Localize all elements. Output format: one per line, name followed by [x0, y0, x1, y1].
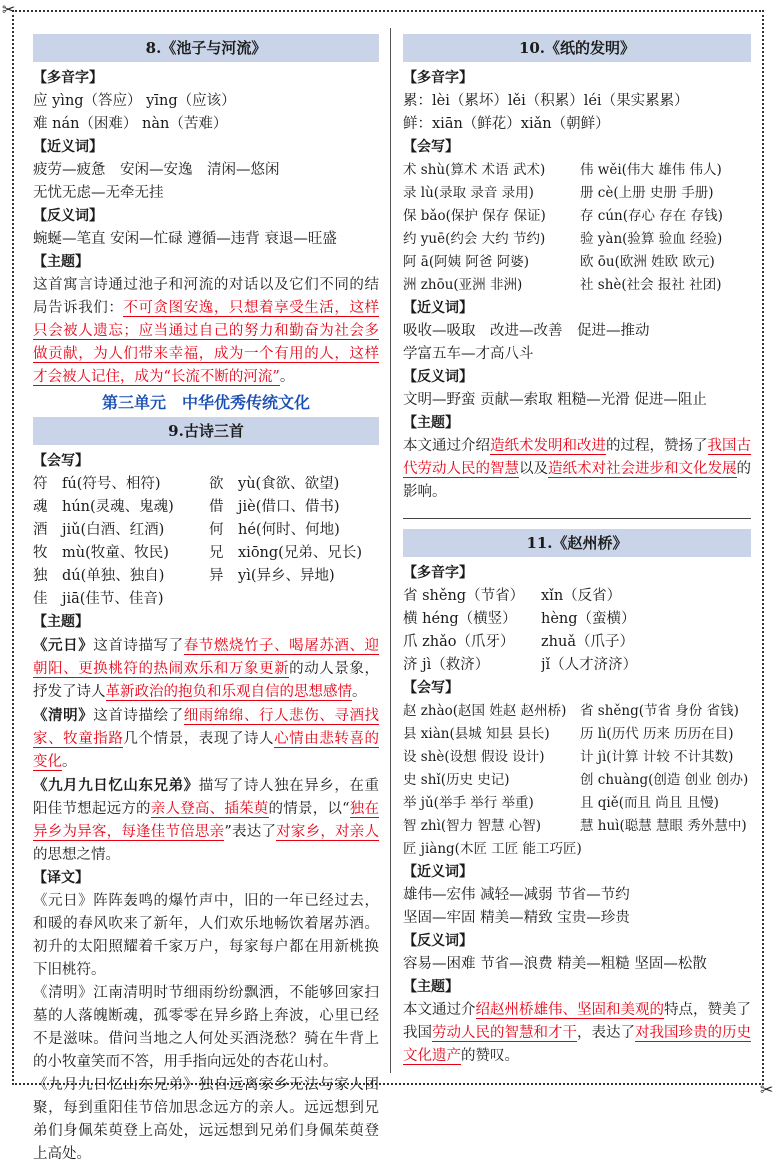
write-item: 慧 huì(聪慧 慧眼 秀外慧中): [580, 818, 747, 834]
polyphone-item: 爪 zhǎo（爪牙）: [403, 634, 515, 650]
section-heading: 【反义词】: [33, 208, 103, 224]
section-heading: 【多音字】: [33, 70, 103, 86]
antonym-line: 文明—野蛮 贡献—索取 粗糙—光滑 促进—阻止: [403, 392, 707, 408]
write-item: 验 yàn(验算 验血 经验): [580, 231, 723, 247]
polyphone-item: hèng（蛮横）: [541, 611, 636, 627]
theme-text: 几个情景，表现了诗人: [123, 731, 275, 747]
write-item: 洲 zhōu(亚洲 非洲): [403, 277, 523, 293]
write-item: 欲 yù(食欲、欲望): [209, 476, 340, 492]
write-item: 借 jiè(借口、借书): [209, 499, 340, 515]
write-item: 计 jì(计算 计较 不计其数): [580, 749, 734, 765]
highlight-text: 绍赵州桥雄伟、坚固和美观的: [475, 1002, 664, 1018]
theme-text: ，表达了: [577, 1025, 635, 1041]
polyphone-item: jǐ（人才济济）: [541, 657, 638, 673]
write-item: 术 shù(算术 术语 武术): [403, 162, 546, 178]
highlight-text: 对家乡，对亲人: [276, 824, 379, 840]
theme-text: 的情景，以“: [268, 801, 350, 817]
write-item: 县 xiàn(县城 知县 县长): [403, 726, 550, 742]
theme-paragraph: [33, 634, 379, 704]
antonym-line: 蜿蜒—笔直 安闲—忙碌 遵循—违背 衰退—旺盛: [33, 231, 337, 247]
theme-text: 的思想之情。: [33, 847, 120, 863]
write-item: 伟 wěi(伟大 雄伟 伟人): [580, 162, 722, 178]
scissors-icon: ✂: [760, 1080, 774, 1099]
synonym-line: 坚固—牢固 精美—精致 宝贵—珍贵: [403, 910, 630, 926]
polyphone-item: 省 shěng（节省）: [403, 588, 525, 604]
write-item: 兄 xiōng(兄弟、兄长): [209, 545, 362, 561]
poem-title: 《九月九日忆山东兄弟》: [33, 777, 199, 794]
section-divider: [403, 518, 751, 519]
write-item: 且 qiě(而且 尚且 且慢): [580, 795, 719, 811]
theme-text: 这首诗描绘了: [93, 708, 184, 724]
polyphone-item: 横 héng（横竖）: [403, 611, 517, 627]
synonym-line: 无忧无虑—无牵无挂: [33, 185, 164, 201]
section-heading: 【近义词】: [403, 864, 473, 880]
section-heading: 【会写】: [403, 139, 459, 155]
write-item: 省 shěng(节省 身份 省钱): [580, 703, 739, 719]
poem-title: 《元日》: [33, 637, 94, 654]
highlight-text: 细雨绵绵、行人悲伤、寻酒找家、牧童指路: [33, 708, 380, 747]
write-item: 创 chuàng(创造 创业 创办): [580, 772, 749, 788]
section-heading: 【主题】: [33, 614, 89, 630]
write-item: 独 dú(单独、独自): [33, 568, 165, 584]
write-item: 社 shè(社会 报社 社团): [580, 277, 722, 293]
theme-paragraph: [33, 774, 379, 867]
theme-text: 的过程，赞扬了: [606, 438, 708, 454]
write-item: 匠 jiàng(木匠 工匠 能工巧匠): [403, 841, 582, 857]
theme-paragraph: [33, 704, 379, 774]
write-item: 佳 jiā(佳节、佳音): [33, 591, 164, 607]
write-item: 何 hé(何时、何地): [209, 522, 340, 538]
write-item: 异 yì(异乡、异地): [209, 568, 335, 584]
write-grid: [33, 473, 379, 611]
theme-text: 本文通过介: [403, 1002, 476, 1018]
highlight-text: 革新政治的抱负和乐观自信的思想感情: [105, 684, 352, 700]
left-column: [33, 32, 379, 1166]
write-item: 约 yuē(约会 大约 节约): [403, 231, 546, 247]
section-heading: 【近义词】: [403, 300, 473, 316]
section-heading: 【主题】: [403, 979, 459, 995]
theme-text: 以及: [519, 461, 548, 477]
section-heading: 【主题】: [403, 415, 459, 431]
highlight-text: 亲人登高、插茱萸: [150, 801, 269, 817]
poem-title: 《清明》: [33, 707, 94, 724]
lesson-title: 9.古诗三首: [33, 417, 379, 445]
highlight-text: 劳动人民的智慧和才干: [432, 1025, 577, 1041]
section-heading: 【主题】: [33, 254, 89, 270]
write-item: 册 cè(上册 史册 手册): [580, 185, 714, 201]
theme-text: 的动人景象，抒发了诗人: [33, 661, 380, 700]
write-item: 欧 ōu(欧洲 姓欧 欧元): [580, 254, 715, 270]
theme-paragraph: [403, 999, 751, 1068]
synonym-line: 学富五车—才高八斗: [403, 346, 534, 362]
polyphone-item: 济 jì（救济）: [403, 657, 490, 673]
synonym-line: 雄伟—宏伟 减轻—减弱 节省—节约: [403, 887, 630, 903]
antonym-line: 容易—困难 节省—浪费 精美—粗糙 坚固—松散: [403, 956, 707, 972]
theme-text: 特点，赞美了我国: [403, 1002, 751, 1041]
highlight-text: 春节燃烧竹子、喝屠苏酒、迎朝阳、更换桃符的热闹欢乐和万象更新: [33, 638, 380, 677]
unit-title: 第三单元 中华优秀传统文化: [101, 393, 310, 412]
section-heading: 【会写】: [33, 453, 89, 469]
write-grid: [403, 700, 751, 838]
lesson-title: 10.《纸的发明》: [403, 34, 751, 62]
write-item: 牧 mù(牧童、牧民): [33, 545, 169, 561]
highlight-text: 不可贪图安逸，只想着享受生活，这样只会被人遗忘；应当通过自己的努力和勤奋为社会多做贡献，为人们带来幸福，成为一个有用的人，这样才会被人记住，成为“长流不断的河流”: [33, 300, 380, 385]
write-item: 智 zhì(智力 智慧 心智): [403, 818, 542, 834]
write-item: 历 lì(历代 历来 历历在目): [580, 726, 734, 742]
highlight-text: 对我国珍贵的历史文化遗产: [403, 1025, 751, 1064]
write-item: 设 shè(设想 假设 设计): [403, 749, 545, 765]
theme-text: 这首诗描写了: [93, 638, 184, 654]
theme-text: 的赞叹。: [461, 1048, 519, 1064]
translation-paragraph: 《九月九日忆山东兄弟》独自远离家乡无法与家人团聚，每到重阳佳节倍加思念远方的亲人。远远想到兄弟们身佩茱萸登上高处，远远想到兄弟们身佩茱萸登上高处。: [33, 1077, 379, 1162]
polyphone-item: zhuǎ（爪子）: [541, 634, 634, 650]
translation-paragraph: 《元日》阵阵轰鸣的爆竹声中，旧的一年已经过去，和暖的春风吹来了新年，人们欢乐地畅饮着屠苏酒。初升的太阳照耀着千家万户，每家每户都在用新桃换下旧桃符。: [33, 893, 379, 978]
polyphone-grid: [403, 585, 751, 677]
section-heading: 【会写】: [403, 680, 459, 696]
section-heading: 【译文】: [33, 870, 89, 886]
write-item: 录 lù(录取 录音 录用): [403, 185, 534, 201]
section-heading: 【多音字】: [403, 565, 473, 581]
theme-paragraph: [403, 435, 751, 504]
write-item: 魂 hún(灵魂、鬼魂): [33, 499, 174, 515]
polyphone-line: 累：lèi（累坏）lěi（积累）léi（果实累累）: [403, 93, 689, 109]
highlight-text: 心情由悲转喜的变化: [33, 731, 380, 770]
polyphone-item: xǐn（反省）: [541, 588, 622, 604]
write-grid: [403, 159, 751, 297]
highlight-text: 独在异乡为异客，每逢佳节倍思亲: [33, 801, 380, 840]
write-item: 酒 jiǔ(白酒、红酒): [33, 522, 165, 538]
theme-text: 。: [279, 369, 295, 385]
write-item: 阿 ā(阿姨 阿爸 阿婆): [403, 254, 529, 270]
highlight-text: 造纸术发明和改进: [490, 438, 606, 454]
write-item: 史 shǐ(历史 史记): [403, 772, 510, 788]
lesson-title: 11.《赵州桥》: [403, 529, 751, 557]
write-item: 符 fú(符号、相符): [33, 476, 161, 492]
section-heading: 【反义词】: [403, 933, 473, 949]
scissors-icon: ✂: [2, 0, 16, 19]
highlight-text: 我国古代劳动人民的智慧: [403, 438, 751, 477]
synonym-line: 疲劳—疲惫 安闲—安逸 清闲—悠闲: [33, 162, 280, 178]
lesson-title: 8.《池子与河流》: [33, 34, 379, 62]
section-heading: 【反义词】: [403, 369, 473, 385]
section-heading: 【多音字】: [403, 70, 473, 86]
highlight-text: 造纸术对社会进步和文化发展: [548, 461, 737, 477]
theme-text: 。: [62, 754, 77, 770]
translation-paragraph: 《清明》江南清明时节细雨纷纷飘洒，不能够回家扫墓的人落魄断魂，孤零零在异乡路上奔波，心里已经不是滋味。借问当地之人何处买酒浇愁？骑在牛背上的小牧童笑而不答，用手指向远处的杏花山村。: [33, 985, 379, 1070]
theme-paragraph: [33, 274, 379, 389]
synonym-line: 吸收—吸取 改进—改善 促进—推动: [403, 323, 650, 339]
write-item: 赵 zhào(赵国 姓赵 赵州桥): [403, 703, 567, 719]
theme-text: 的影响。: [403, 461, 751, 500]
theme-text: 这首寓言诗通过池子和河流的对话以及它们不同的结局告诉我们：: [33, 277, 379, 316]
write-item: 存 cún(存心 存在 存钱): [580, 208, 723, 224]
theme-text: 。: [352, 684, 367, 700]
polyphone-line: 鲜：xiān（鲜花）xiǎn（朝鲜）: [403, 116, 610, 132]
section-heading: 【近义词】: [33, 139, 103, 155]
write-item: [209, 588, 379, 611]
theme-text: 本文通过介绍: [403, 438, 490, 454]
theme-text: ”表达了: [224, 824, 277, 840]
theme-text: 描写了诗人独在异乡，在重阳佳节想起远方的: [33, 778, 379, 817]
polyphone-line: 难 nán（困难） nàn（苦难）: [33, 116, 228, 132]
write-item: 保 bǎo(保护 保存 保证): [403, 208, 546, 224]
column-divider: [390, 28, 391, 1073]
right-column: [403, 32, 751, 1068]
write-item: 举 jǔ(举手 举行 举重): [403, 795, 534, 811]
polyphone-line: 应 yìng（答应） yīng（应该）: [33, 93, 236, 109]
